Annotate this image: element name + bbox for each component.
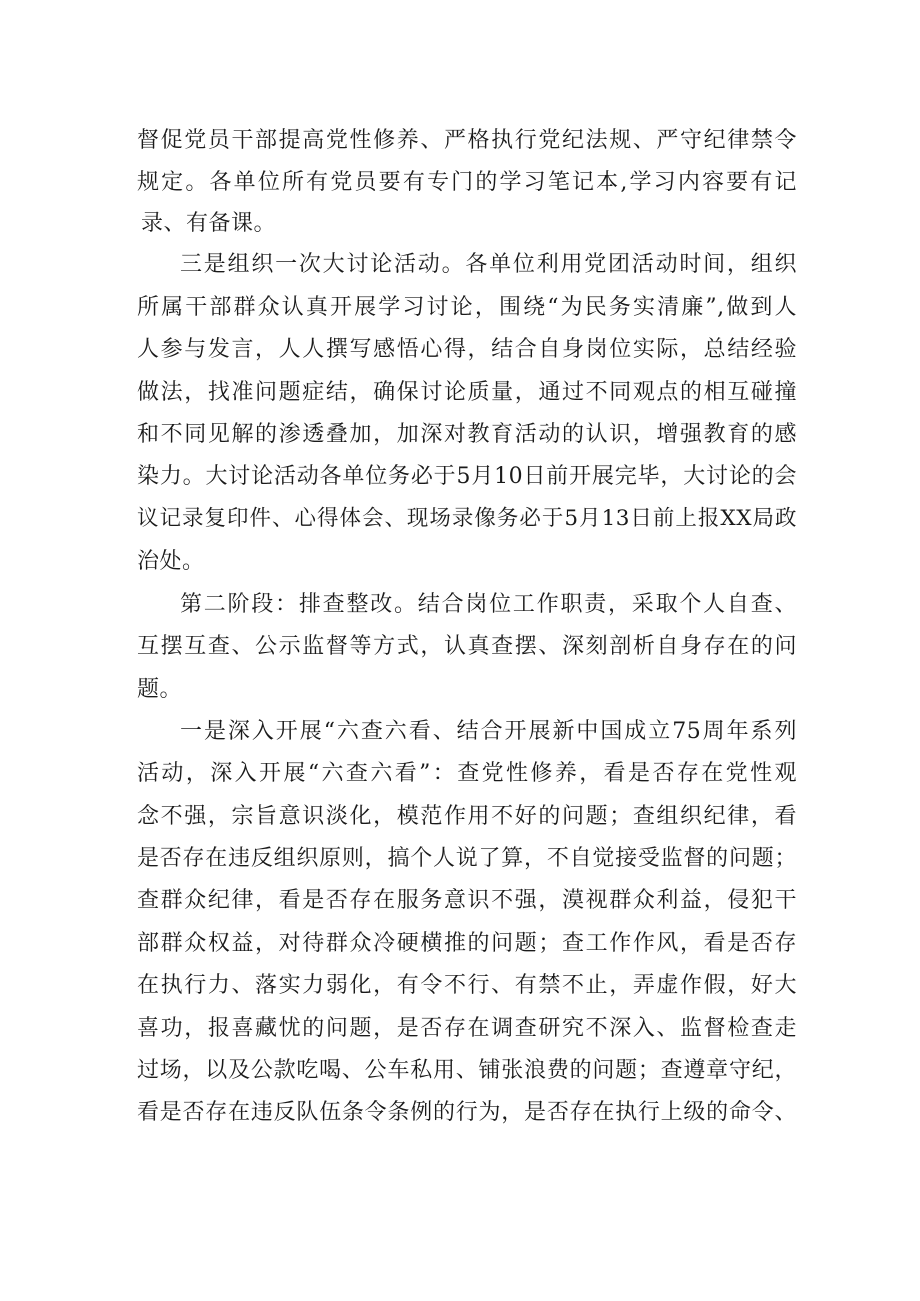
text-line: 在执行力、落实力弱化，有令不行、有禁不止，弄虚作假，好大: [137, 973, 797, 998]
text-line: 是否存在违反组织原则，搞个人说了算，不自觉接受监督的问题；: [137, 846, 797, 871]
text-line: 所属干部群众认真开展学习讨论，围绕“为民务实清廉”,做到人: [137, 295, 797, 320]
text-line: 规定。各单位所有党员要有专门的学习笔记本,学习内容要有记: [137, 170, 797, 195]
text-line: 议记录复印件、心得体会、现场录像务必于5月13日前上报XX局政: [137, 506, 797, 531]
text-line: 部群众权益，对待群众冷硬横推的问题；查工作作风，看是否存: [137, 931, 797, 956]
paragraph-start-line: 一是深入开展“六查六看、结合开展新中国成立75周年系列: [180, 719, 797, 744]
text-line: 录、有备课。: [141, 211, 277, 236]
text-line: 做法，找准问题症结，确保讨论质量，通过不同观点的相互碰撞: [137, 380, 797, 405]
text-line: 过场，以及公款吃喝、公车私用、铺张浪费的问题；查遵章守纪，: [137, 1058, 797, 1083]
text-line: 人参与发言，人人撰写感悟心得，结合自身岗位实际，总结经验: [137, 337, 797, 362]
text-line: 活动，深入开展“六查六看”：查党性修养，看是否存在党性观: [137, 761, 797, 786]
text-line: 治处。: [137, 549, 205, 574]
text-line: 互摆互查、公示监督等方式，认真查摆、深刻剖析自身存在的问: [137, 634, 797, 659]
text-line: 看是否存在违反队伍条令条例的行为，是否存在执行上级的命令、: [137, 1100, 797, 1125]
text-line: 查群众纪律，看是否存在服务意识不强，漠视群众利益，侵犯干: [137, 888, 797, 913]
text-line: 督促党员干部提高党性修养、严格执行党纪法规、严守纪律禁令: [137, 128, 797, 153]
paragraph-start-line: 三是组织一次大讨论活动。各单位利用党团活动时间，组织: [180, 252, 797, 277]
paragraph-start-line: 第二阶段：排查整改。结合岗位工作职责，采取个人自查、: [180, 592, 797, 617]
text-line: 念不强，宗旨意识淡化，模范作用不好的问题；查组织纪律，看: [137, 804, 797, 829]
text-line: 题。: [137, 677, 183, 702]
text-line: 染力。大讨论活动各单位务必于5月10日前开展完毕，大讨论的会: [137, 464, 797, 489]
text-line: 和不同见解的渗透叠加，加深对教育活动的认识，增强教育的感: [137, 422, 797, 447]
text-line: 喜功，报喜藏忧的问题，是否存在调查研究不深入、监督检查走: [137, 1016, 797, 1041]
